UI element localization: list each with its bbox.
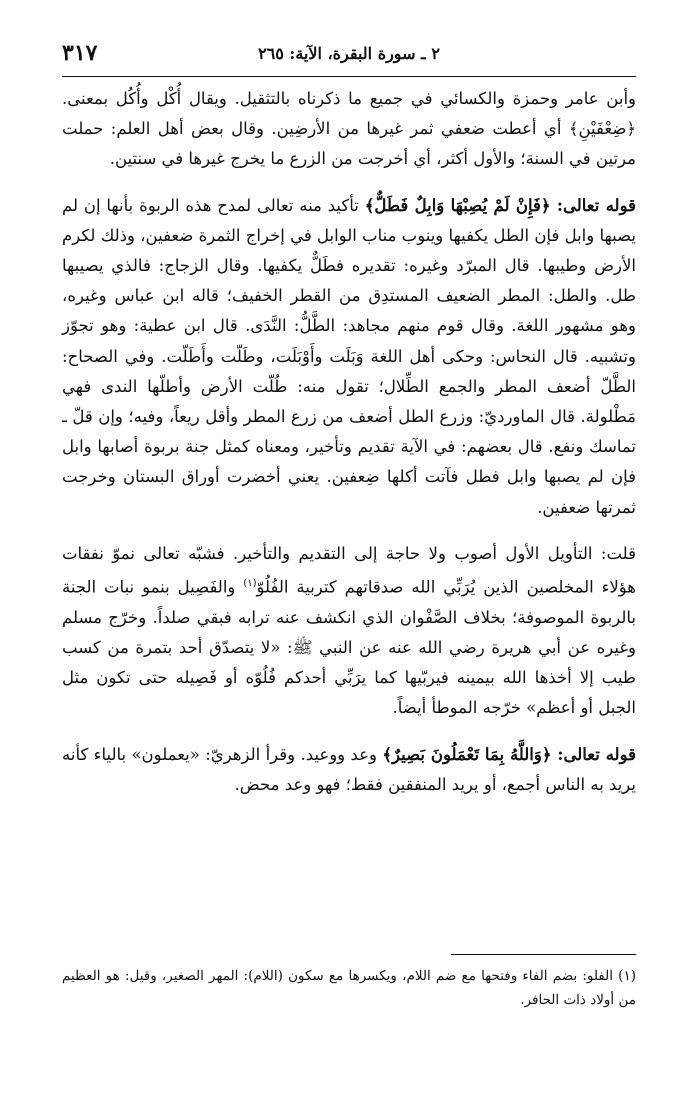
page-header [62,36,636,77]
quran-verse: ﴿وَاللَّهُ بِمَا تَعْمَلُونَ بَصِيرٌ﴾ [382,744,552,764]
paragraph-3-text-b: والفَصِيل بنمو نبات الجنة بالربوة الموصوفة؛ بخلاف الصَّفْوان الذي انكشف عنه ترابه فبقي صلداً. وخرّج مسلم وغيره عن أبي هريرة رضي الله عنه عن النبي ﷺ: «لا يتصدّق أحد بتمرة من كسب طيب إلا أخذها الله بيمينه فيربّيها كما يرَبِّي أحدكم فُلُوّه أو فَصِيله حتى تكون مثل الجبل أو أعظم» خرّجه الموطأ أيضاً. [62,577,636,718]
paragraph-2 [62,191,636,523]
paragraph-3 [62,539,636,724]
page-number: ٣١٧ [62,40,98,66]
main-text [62,84,636,816]
footnote: (١) الفلو: بضم الفاء وفتحها مع ضم اللام، ويكسرها مع سكون (اللام): المهر الصغير، وقيل: هو العظيم من أولاد ذات الحافر. [62,968,636,1008]
paragraph-4-text: وعد ووعيد. وقرأ الزهريّ: «يعملون» بالياء كأنه يريد به الناس أجمع، أو يريد المنفقين فقط؛ فهو وعد محض. [62,744,636,794]
paragraph-2-text: تأكيد منه تعالى لمدح هذه الربوة بأنها إن لم يصبها وابل فإن الطل يكفيها وينوب مناب الوابل في إخراج الثمرة ضعفين، وذلك لكرم الأرض وطيبها. قال المبرّد وغيره: تقديره فطَلٌّ يكفيها. وقال الزجاج: فالذي يصيبها طل. والطل: المطر الضعيف المستدِق من القطر الخفيف؛ قاله ابن عباس وغيره، وهو مشهور اللغة. وقال قوم منهم مجاهد: الطَّلُّ: النَّدَى. قال ابن عطية: وهو تجوّز وتشبيه. قال النحاس: وحكى أهل اللغة وَبَلَت وأَوْبَلَت، وطَلّت وأَطَلّت. وفي الصحاح: الطَّلّ أضعف المطر والجمع الطِّلال؛ تقول منه: طُلّت الأرض وأطلّها الندى فهي مَطْلولة. قال الماورديّ: وزرع الطل أضعف من زرع المطر وأقل ريعاً، وفيه؛ وإن قلّ ـ تماسك ونفع. قال بعضهم: في الآية تقديم وتأخير، ومعناه كمثل جنة بربوة أصابها وابل فإن لم يصبها وابل فطل فآتت أكلها ضِعفين. يعني أخضرت أوراق البستان وخرجت ثمرتها ضعفين. [62,195,636,517]
paragraph-2-lead: قوله تعالى: [550,195,636,215]
quran-verse: ﴿فَإِنْ لَمْ يُصِبْهَا وَابِلٌ فَطَلٌّ﴾ [364,195,551,215]
footnote-marker: (١) [243,578,257,590]
footnote-divider [451,954,636,955]
paragraph-4-lead: قوله تعالى: [551,744,636,764]
paragraph-3-text-a: قلت: التأويل الأول أصوب ولا حاجة إلى التقديم والتأخير. فشبّه تعالى نموّ نفقات هؤلاء المخلصين الذين يُرَبِّي الله صدقاتهم كتربية الفُلُوّ [62,543,637,597]
paragraph-1: وأبن عامر وحمزة والكسائي في جميع ما ذكرناه بالتثقيل. ويقال أُكْل وأُكُل بمعنى. ﴿ضِعْفَيْنِ﴾ أي أعطت ضعفي ثمر غيرها من الأرضِين. وقال بعض أهل العلم: حملت مرتين في السنة؛ والأول أكثر، أي أخرجت من الزرع ما يخرج غيرها في سنتين. [62,89,636,169]
paragraph-4 [62,740,636,800]
running-head: ٢ ـ سورة البقرة، الآية: ٢٦٥ [258,44,440,63]
